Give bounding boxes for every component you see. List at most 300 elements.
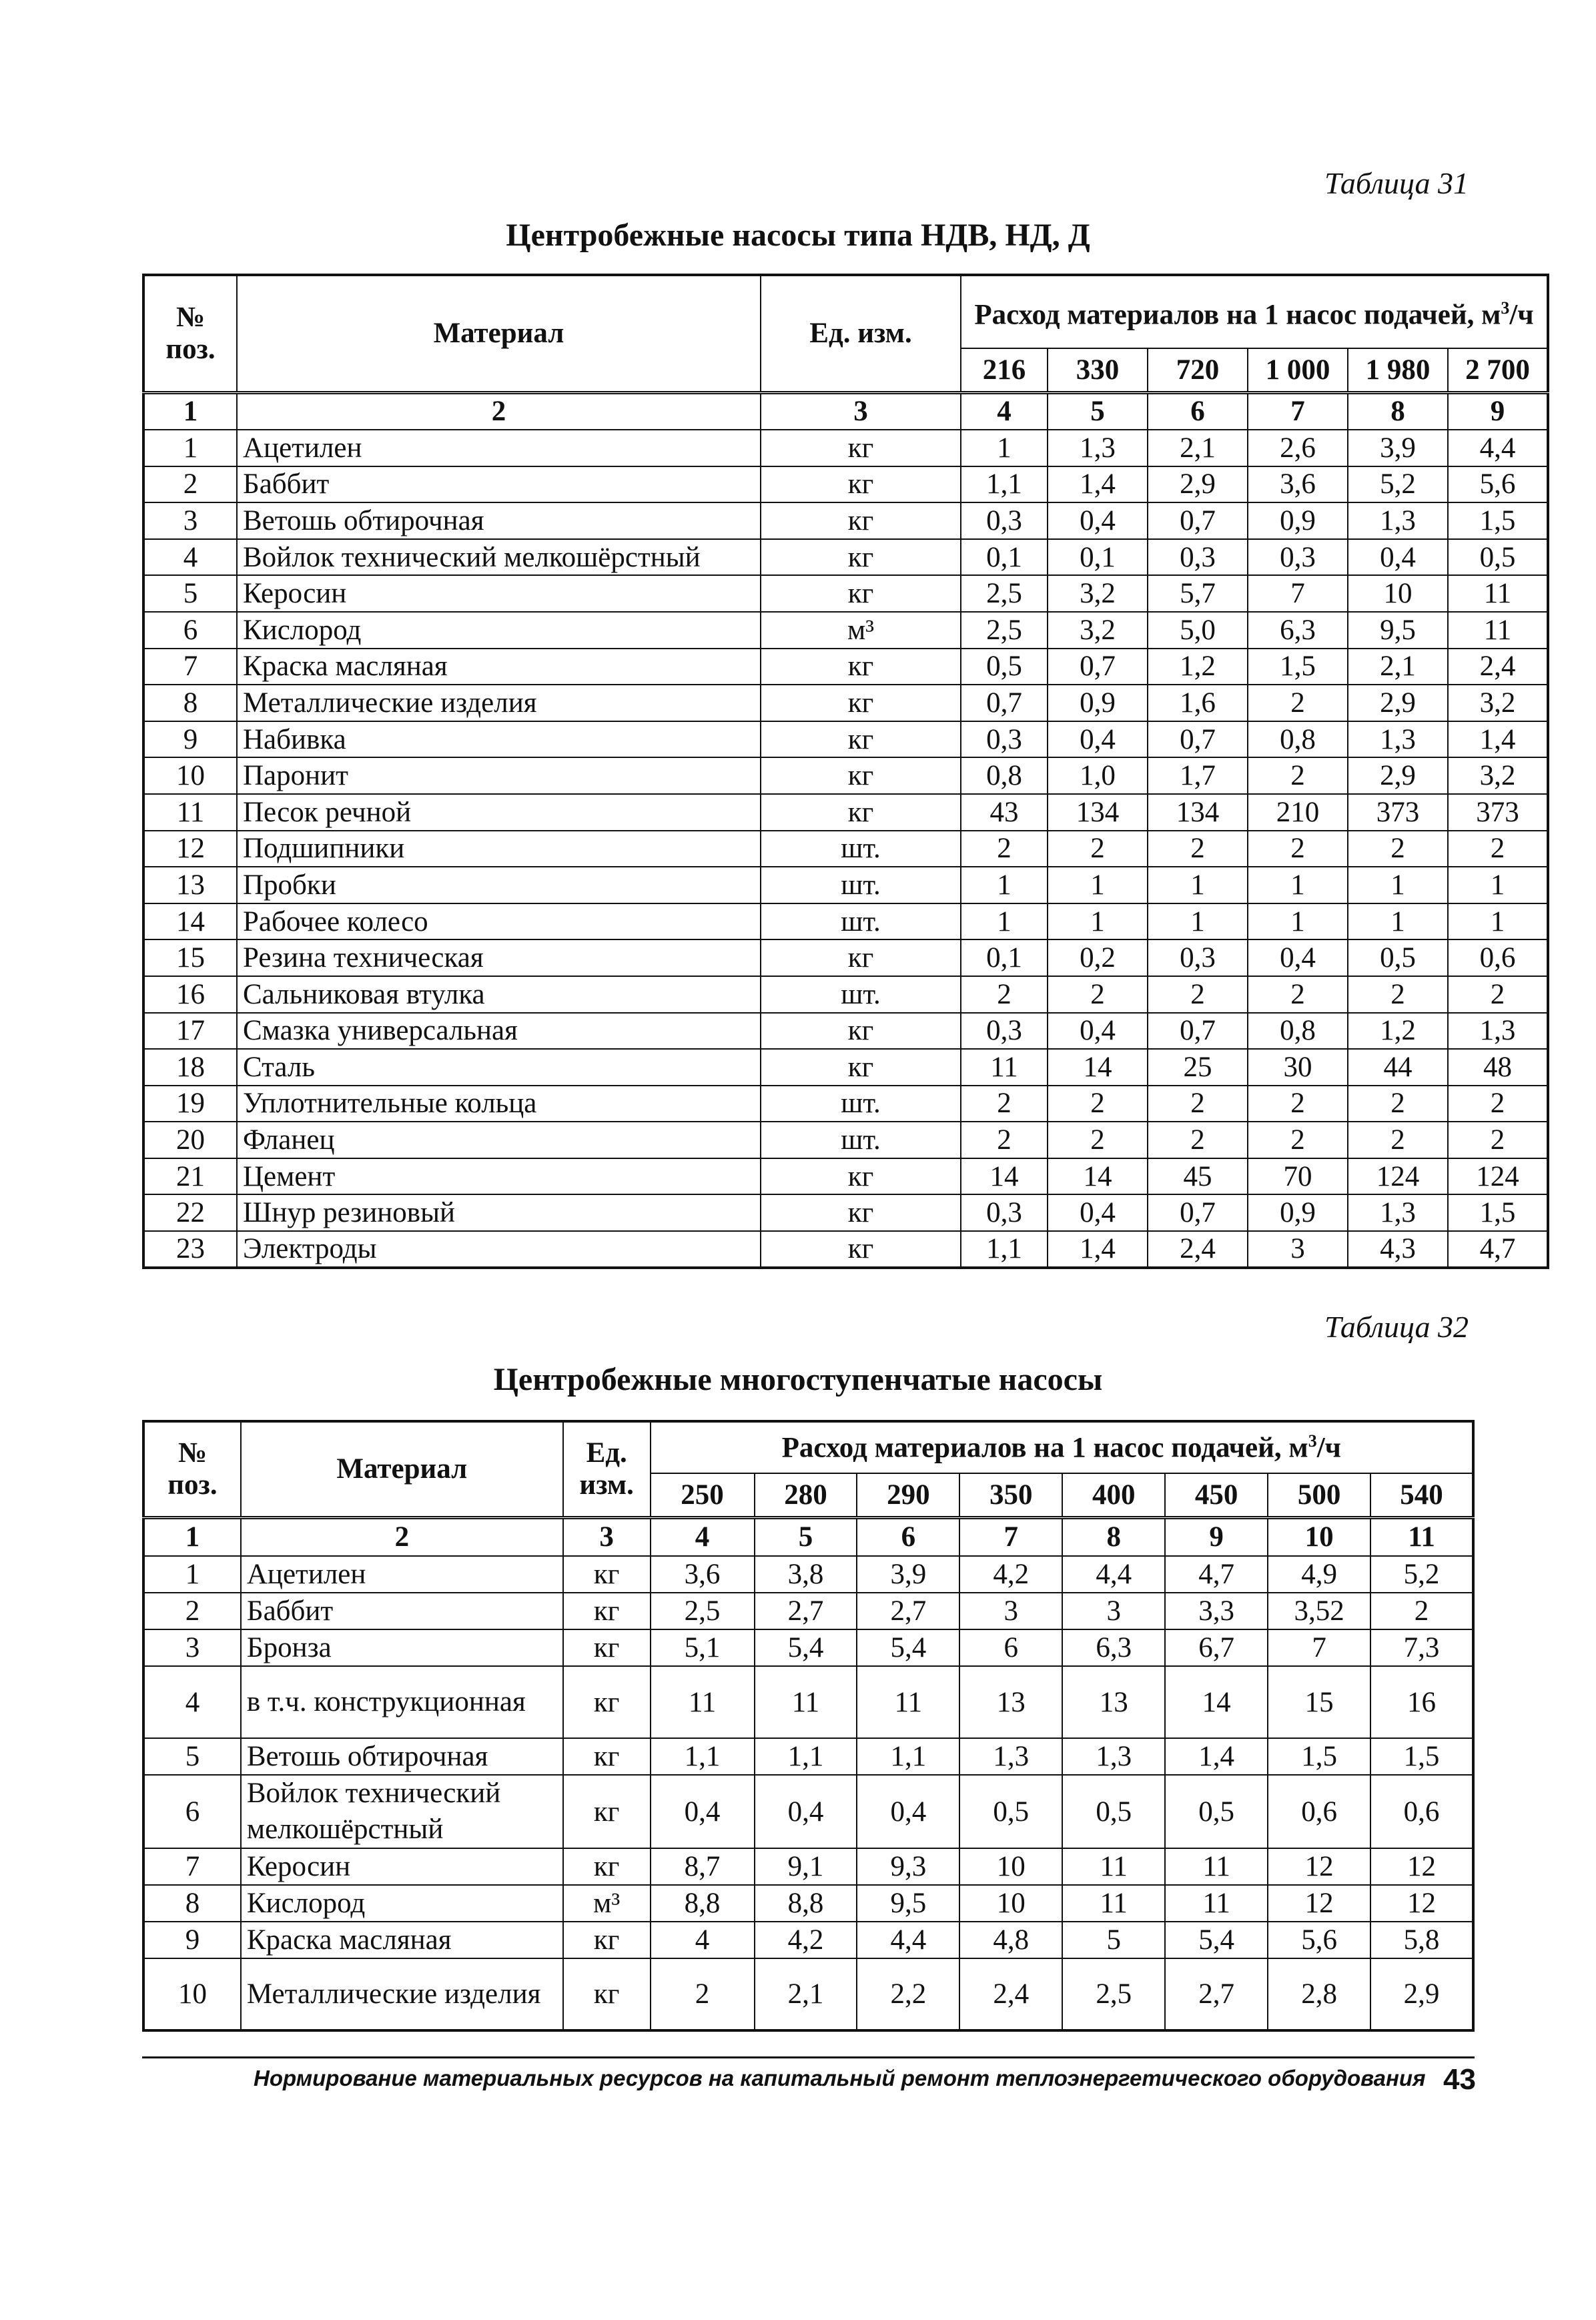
row-pos: 1 <box>143 1556 241 1593</box>
row-value: 5,8 <box>1370 1922 1473 1958</box>
row-value: 5,6 <box>1268 1922 1370 1958</box>
footer-text: Нормирование материальных ресурсов на капитальный ремонт теплоэнергетического оборудования <box>254 2066 1426 2090</box>
table-row <box>143 794 1548 831</box>
row-material-name: Цемент <box>237 1158 761 1195</box>
row-value: 2 <box>1348 1122 1448 1158</box>
row-material-name: Металлические изделия <box>237 685 761 721</box>
row-value: 2 <box>1448 831 1548 867</box>
row-value: 0,4 <box>1048 502 1148 539</box>
header-material: Материал <box>237 275 761 392</box>
row-value: 12 <box>1268 1848 1370 1885</box>
row-material-name: Баббит <box>241 1593 563 1629</box>
table-row <box>143 939 1548 976</box>
table-row <box>143 1848 1473 1885</box>
row-value: 1,1 <box>651 1738 755 1775</box>
row-value: 2,4 <box>1448 649 1548 685</box>
table-row <box>143 502 1548 539</box>
table-row <box>143 1122 1548 1158</box>
row-value: 4,9 <box>1268 1556 1370 1593</box>
row-material-name: Баббит <box>237 466 761 503</box>
row-value: 1,3 <box>1448 1013 1548 1050</box>
row-value: 1,2 <box>1348 1013 1448 1050</box>
row-value: 0,3 <box>961 1013 1048 1050</box>
row-value: 0,5 <box>1348 939 1448 976</box>
row-value: 10 <box>1348 575 1448 612</box>
row-value: 0,6 <box>1370 1775 1473 1848</box>
row-value: 11 <box>1448 612 1548 649</box>
row-value: 373 <box>1448 794 1548 831</box>
row-value: 4,8 <box>959 1922 1062 1958</box>
table-row <box>143 1738 1473 1775</box>
row-value: 1,5 <box>1370 1738 1473 1775</box>
row-value: 0,3 <box>961 721 1048 758</box>
row-value: 5,2 <box>1370 1556 1473 1593</box>
row-unit: кг <box>563 1922 651 1958</box>
row-value: 1,4 <box>1048 466 1148 503</box>
row-value: 3,2 <box>1448 685 1548 721</box>
row-value: 3,9 <box>1348 430 1448 466</box>
row-value: 0,4 <box>755 1775 857 1848</box>
row-value: 0,2 <box>1048 939 1148 976</box>
row-value: 1 <box>961 903 1048 940</box>
row-material-name: Резина техническая <box>237 939 761 976</box>
row-value: 373 <box>1348 794 1448 831</box>
row-value: 2 <box>961 976 1048 1013</box>
row-unit: кг <box>761 575 961 612</box>
row-value: 0,8 <box>1248 1013 1348 1050</box>
column-number: 10 <box>1268 1517 1370 1556</box>
row-pos: 13 <box>143 867 237 903</box>
column-number: 1 <box>143 392 237 430</box>
row-value: 11 <box>1448 575 1548 612</box>
table-row <box>143 1194 1548 1231</box>
row-unit: кг <box>761 721 961 758</box>
row-unit: шт. <box>761 831 961 867</box>
row-material-name: Шнур резиновый <box>237 1194 761 1231</box>
row-pos: 17 <box>143 1013 237 1050</box>
row-value: 1,7 <box>1148 757 1248 794</box>
row-value: 0,1 <box>961 539 1048 576</box>
row-unit: кг <box>761 1158 961 1195</box>
row-pos: 2 <box>143 466 237 503</box>
row-value: 11 <box>651 1666 755 1738</box>
row-material-name: Смазка универсальная <box>237 1013 761 1050</box>
row-value: 3 <box>1248 1231 1348 1268</box>
row-pos: 23 <box>143 1231 237 1268</box>
row-value: 0,1 <box>961 939 1048 976</box>
row-value: 1 <box>1448 903 1548 940</box>
row-unit: кг <box>761 794 961 831</box>
row-pos: 16 <box>143 976 237 1013</box>
row-value: 3,2 <box>1448 757 1548 794</box>
row-value: 8,8 <box>755 1885 857 1922</box>
column-number: 11 <box>1370 1517 1473 1556</box>
row-value: 3,6 <box>1248 466 1348 503</box>
table-row <box>143 1775 1473 1848</box>
row-value: 6 <box>959 1629 1062 1666</box>
row-unit: кг <box>761 1049 961 1086</box>
column-number: 2 <box>241 1517 563 1556</box>
row-value: 0,5 <box>1448 539 1548 576</box>
row-value: 1 <box>961 430 1048 466</box>
row-value: 1,5 <box>1248 649 1348 685</box>
row-value: 0,4 <box>1048 1013 1148 1050</box>
row-unit: кг <box>761 1013 961 1050</box>
row-unit: кг <box>563 1556 651 1593</box>
row-material-name: Уплотнительные кольца <box>237 1086 761 1122</box>
row-unit: кг <box>761 502 961 539</box>
row-value: 13 <box>959 1666 1062 1738</box>
row-value: 0,3 <box>961 502 1048 539</box>
header-flow-1980: 1 980 <box>1348 348 1448 392</box>
table-row <box>143 1666 1473 1738</box>
row-value: 0,3 <box>1248 539 1348 576</box>
table-row <box>143 721 1548 758</box>
row-value: 7,3 <box>1370 1629 1473 1666</box>
table-row <box>143 1922 1473 1958</box>
row-value: 2,5 <box>1062 1958 1165 2030</box>
row-value: 0,7 <box>1148 502 1248 539</box>
row-material-name: Ветошь обтирочная <box>237 502 761 539</box>
row-value: 0,4 <box>1248 939 1348 976</box>
row-value: 1 <box>1448 867 1548 903</box>
row-value: 4,4 <box>857 1922 959 1958</box>
table-row <box>143 1885 1473 1922</box>
table-row <box>143 1049 1548 1086</box>
row-unit: кг <box>563 1666 651 1738</box>
row-value: 2 <box>1048 976 1148 1013</box>
row-unit: шт. <box>761 867 961 903</box>
table31 <box>142 274 1549 1269</box>
row-material-name: Кислород <box>241 1885 563 1922</box>
table32-title: Центробежные многоступенчатые насосы <box>493 1362 1103 1397</box>
row-value: 43 <box>961 794 1048 831</box>
row-value: 1,1 <box>857 1738 959 1775</box>
row-material-name: Подшипники <box>237 831 761 867</box>
row-value: 1,5 <box>1268 1738 1370 1775</box>
row-value: 13 <box>1062 1666 1165 1738</box>
row-pos: 3 <box>143 1629 241 1666</box>
row-value: 2 <box>1248 976 1348 1013</box>
row-material-name: Ацетилен <box>241 1556 563 1593</box>
row-value: 0,3 <box>1148 539 1248 576</box>
header-flow-290: 290 <box>857 1473 959 1517</box>
row-value: 5,4 <box>755 1629 857 1666</box>
row-value: 2,5 <box>961 575 1048 612</box>
row-pos: 8 <box>143 1885 241 1922</box>
row-value: 11 <box>961 1049 1048 1086</box>
row-value: 6,7 <box>1165 1629 1268 1666</box>
column-number: 3 <box>761 392 961 430</box>
row-value: 2 <box>1048 1122 1148 1158</box>
row-value: 1,1 <box>961 1231 1048 1268</box>
table-row <box>143 1556 1473 1593</box>
table-row <box>143 1231 1548 1268</box>
row-value: 0,4 <box>1048 1194 1148 1231</box>
row-unit: кг <box>761 1231 961 1268</box>
row-pos: 12 <box>143 831 237 867</box>
row-pos: 18 <box>143 1049 237 1086</box>
row-value: 5,7 <box>1148 575 1248 612</box>
column-number: 5 <box>755 1517 857 1556</box>
row-value: 2 <box>1248 1086 1348 1122</box>
row-value: 2,7 <box>1165 1958 1268 2030</box>
row-unit: шт. <box>761 903 961 940</box>
row-pos: 2 <box>143 1593 241 1629</box>
row-value: 1 <box>1048 903 1148 940</box>
row-value: 2,9 <box>1148 466 1248 503</box>
row-value: 1,3 <box>1348 1194 1448 1231</box>
row-value: 11 <box>755 1666 857 1738</box>
header-flow-216: 216 <box>961 348 1048 392</box>
column-number: 8 <box>1062 1517 1165 1556</box>
column-number: 4 <box>961 392 1048 430</box>
row-value: 4 <box>651 1922 755 1958</box>
header-flow-400: 400 <box>1062 1473 1165 1517</box>
row-value: 3,9 <box>857 1556 959 1593</box>
row-material-name: Песок речной <box>237 794 761 831</box>
row-value: 3,52 <box>1268 1593 1370 1629</box>
header-flow-1000: 1 000 <box>1248 348 1348 392</box>
row-material-name: Рабочее колесо <box>237 903 761 940</box>
row-unit: кг <box>761 649 961 685</box>
row-value: 1 <box>1348 867 1448 903</box>
row-pos: 7 <box>143 1848 241 1885</box>
row-material-name: Сталь <box>237 1049 761 1086</box>
row-value: 0,4 <box>1048 721 1148 758</box>
row-value: 1,2 <box>1148 649 1248 685</box>
row-pos: 21 <box>143 1158 237 1195</box>
row-value: 5 <box>1062 1922 1165 1958</box>
table-row <box>143 466 1548 503</box>
row-value: 3,2 <box>1048 612 1148 649</box>
row-value: 15 <box>1268 1666 1370 1738</box>
table31-title: Центробежные насосы типа НДВ, НД, Д <box>506 218 1090 253</box>
row-value: 0,3 <box>1148 939 1248 976</box>
row-material-name: Ацетилен <box>237 430 761 466</box>
column-number: 8 <box>1348 392 1448 430</box>
row-value: 11 <box>1165 1848 1268 1885</box>
row-value: 2,7 <box>755 1593 857 1629</box>
row-value: 2 <box>1448 1122 1548 1158</box>
row-material-name: Краска масляная <box>237 649 761 685</box>
row-material-name: Кислород <box>237 612 761 649</box>
row-material-name: в т.ч. конструкционная <box>241 1666 563 1738</box>
row-value: 2,5 <box>651 1593 755 1629</box>
row-value: 9,5 <box>857 1885 959 1922</box>
row-value: 1,3 <box>1348 721 1448 758</box>
row-value: 2 <box>1048 831 1148 867</box>
row-value: 0,4 <box>857 1775 959 1848</box>
row-value: 2 <box>1148 1122 1248 1158</box>
table-row <box>143 1158 1548 1195</box>
header-material: Материал <box>241 1421 563 1517</box>
row-unit: кг <box>761 466 961 503</box>
row-value: 2 <box>1348 1086 1448 1122</box>
header-pos: № поз. <box>143 1421 241 1517</box>
row-value: 14 <box>1048 1049 1148 1086</box>
row-value: 30 <box>1248 1049 1348 1086</box>
row-material-name: Керосин <box>241 1848 563 1885</box>
row-material-name: Фланец <box>237 1122 761 1158</box>
row-value: 3,8 <box>755 1556 857 1593</box>
row-pos: 1 <box>143 430 237 466</box>
row-value: 134 <box>1048 794 1148 831</box>
row-value: 7 <box>1268 1629 1370 1666</box>
row-pos: 6 <box>143 1775 241 1848</box>
row-value: 0,5 <box>1062 1775 1165 1848</box>
row-value: 11 <box>857 1666 959 1738</box>
page-number: 43 <box>1443 2063 1476 2096</box>
header-flow-540: 540 <box>1370 1473 1473 1517</box>
table-row <box>143 612 1548 649</box>
row-pos: 9 <box>143 721 237 758</box>
row-value: 2,9 <box>1348 685 1448 721</box>
row-value: 4,7 <box>1165 1556 1268 1593</box>
row-value: 1,5 <box>1448 1194 1548 1231</box>
row-value: 4,7 <box>1448 1231 1548 1268</box>
row-unit: кг <box>761 430 961 466</box>
column-number: 4 <box>651 1517 755 1556</box>
row-material-name: Набивка <box>237 721 761 758</box>
header-flow-280: 280 <box>755 1473 857 1517</box>
row-value: 210 <box>1248 794 1348 831</box>
row-value: 6,3 <box>1248 612 1348 649</box>
header-pos: № поз. <box>143 275 237 392</box>
row-value: 2 <box>961 1086 1048 1122</box>
row-value: 1 <box>1048 867 1148 903</box>
row-value: 1,4 <box>1448 721 1548 758</box>
row-value: 5,1 <box>651 1629 755 1666</box>
row-value: 14 <box>1048 1158 1148 1195</box>
row-value: 1,3 <box>1048 430 1148 466</box>
row-value: 8,8 <box>651 1885 755 1922</box>
column-number: 9 <box>1448 392 1548 430</box>
row-pos: 4 <box>143 1666 241 1738</box>
row-value: 2,4 <box>1148 1231 1248 1268</box>
row-pos: 3 <box>143 502 237 539</box>
row-unit: шт. <box>761 1122 961 1158</box>
row-value: 2 <box>1348 976 1448 1013</box>
table-row <box>143 903 1548 940</box>
row-material-name: Войлок технический мелкошёрстный <box>237 539 761 576</box>
row-unit: шт. <box>761 976 961 1013</box>
row-value: 2 <box>1248 1122 1348 1158</box>
row-unit: кг <box>563 1848 651 1885</box>
table-row <box>143 867 1548 903</box>
row-value: 2,2 <box>857 1958 959 2030</box>
table32-caption: Таблица 32 <box>1324 1310 1469 1344</box>
row-value: 2 <box>1248 685 1348 721</box>
row-value: 7 <box>1248 575 1348 612</box>
row-value: 4,3 <box>1348 1231 1448 1268</box>
row-value: 10 <box>959 1885 1062 1922</box>
row-pos: 5 <box>143 575 237 612</box>
row-pos: 10 <box>143 1958 241 2030</box>
row-unit: кг <box>761 1194 961 1231</box>
header-flow-250: 250 <box>651 1473 755 1517</box>
row-pos: 22 <box>143 1194 237 1231</box>
row-value: 2 <box>1370 1593 1473 1629</box>
row-material-name: Металлические изделия <box>241 1958 563 2030</box>
row-value: 0,7 <box>961 685 1048 721</box>
row-value: 0,4 <box>651 1775 755 1848</box>
row-value: 0,9 <box>1248 1194 1348 1231</box>
row-value: 1 <box>1248 903 1348 940</box>
row-value: 1,3 <box>1348 502 1448 539</box>
row-value: 2,5 <box>961 612 1048 649</box>
table-row <box>143 1013 1548 1050</box>
row-value: 5,4 <box>1165 1922 1268 1958</box>
row-value: 0,9 <box>1048 685 1148 721</box>
row-value: 0,7 <box>1148 1194 1248 1231</box>
row-value: 134 <box>1148 794 1248 831</box>
row-unit: кг <box>563 1775 651 1848</box>
row-value: 2,9 <box>1370 1958 1473 2030</box>
row-value: 2 <box>1148 831 1248 867</box>
row-value: 1 <box>1148 903 1248 940</box>
row-value: 9,1 <box>755 1848 857 1885</box>
row-value: 1,1 <box>961 466 1048 503</box>
row-value: 2 <box>1248 831 1348 867</box>
header-flow-720: 720 <box>1148 348 1248 392</box>
row-value: 4,2 <box>959 1556 1062 1593</box>
row-value: 2 <box>1448 976 1548 1013</box>
row-pos: 10 <box>143 757 237 794</box>
row-material-name: Бронза <box>241 1629 563 1666</box>
row-value: 3 <box>1062 1593 1165 1629</box>
row-value: 44 <box>1348 1049 1448 1086</box>
column-number: 2 <box>237 392 761 430</box>
header-flow-330: 330 <box>1048 348 1148 392</box>
row-value: 5,4 <box>857 1629 959 1666</box>
table-row <box>143 976 1548 1013</box>
row-pos: 6 <box>143 612 237 649</box>
table-row <box>143 685 1548 721</box>
row-value: 0,3 <box>961 1194 1048 1231</box>
row-value: 0,8 <box>961 757 1048 794</box>
row-value: 6,3 <box>1062 1629 1165 1666</box>
row-value: 1 <box>1348 903 1448 940</box>
row-value: 4,4 <box>1062 1556 1165 1593</box>
row-value: 16 <box>1370 1666 1473 1738</box>
header-flow-500: 500 <box>1268 1473 1370 1517</box>
row-unit: кг <box>761 939 961 976</box>
row-value: 5,0 <box>1148 612 1248 649</box>
row-value: 0,5 <box>1165 1775 1268 1848</box>
row-value: 1 <box>961 867 1048 903</box>
row-unit: шт. <box>761 1086 961 1122</box>
header-flow-450: 450 <box>1165 1473 1268 1517</box>
row-value: 1,4 <box>1048 1231 1148 1268</box>
row-material-name: Ветошь обтирочная <box>241 1738 563 1775</box>
row-value: 0,7 <box>1148 721 1248 758</box>
row-material-name: Войлок технический мелкошёрстный <box>241 1775 563 1848</box>
row-value: 2,1 <box>1148 430 1248 466</box>
row-value: 12 <box>1268 1885 1370 1922</box>
row-pos: 7 <box>143 649 237 685</box>
header-flow-group: Расход материалов на 1 насос подачей, $м^3/ч$ <box>961 275 1548 348</box>
row-value: 2,7 <box>857 1593 959 1629</box>
row-value: 4,2 <box>755 1922 857 1958</box>
row-unit: кг <box>563 1629 651 1666</box>
row-pos: 9 <box>143 1922 241 1958</box>
row-value: 4,4 <box>1448 430 1548 466</box>
row-pos: 8 <box>143 685 237 721</box>
row-value: 3,3 <box>1165 1593 1268 1629</box>
row-value: 25 <box>1148 1049 1248 1086</box>
row-value: 2,1 <box>1348 649 1448 685</box>
